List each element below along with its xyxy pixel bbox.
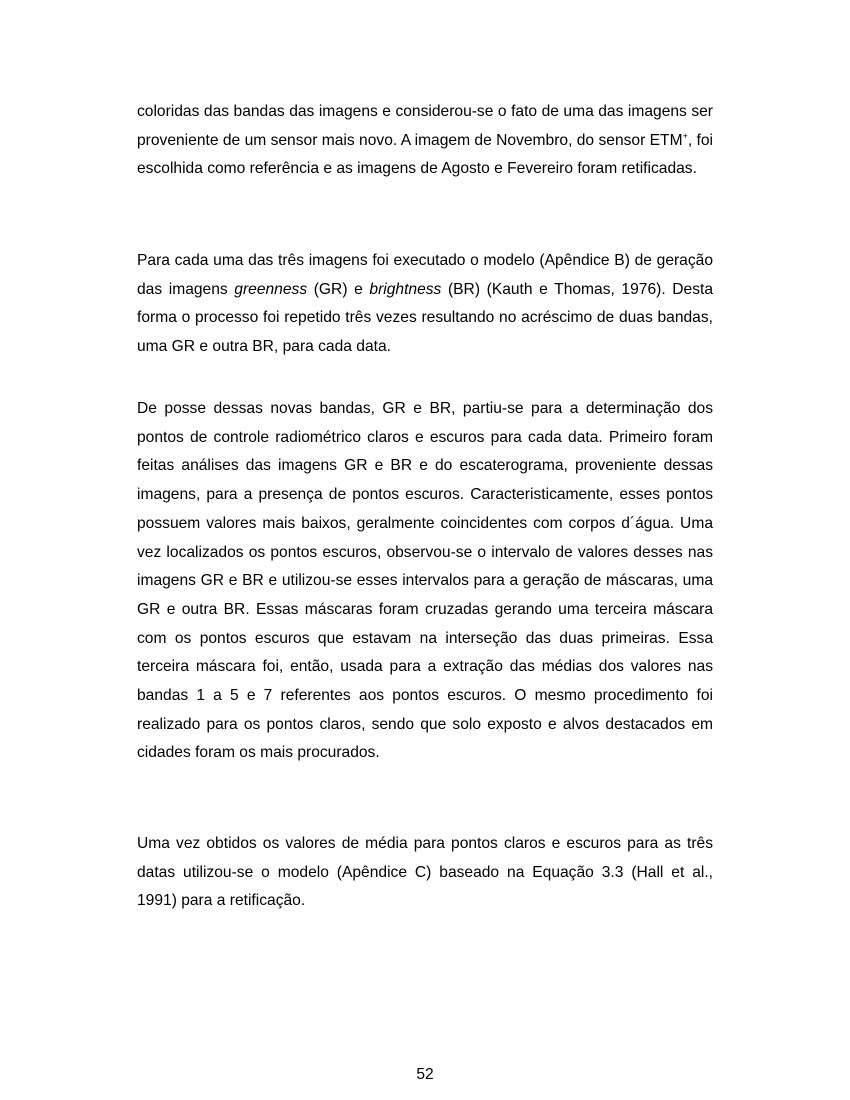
paragraph-1-text-a: coloridas das bandas das imagens e considerou-se o fato de uma das imagens ser proveniente de um sensor mais novo. A imagem de Novembro, do sensor ETM [137,103,713,149]
paragraph-1-text-b: , foi escolhida como referência e as imagens de Agosto e Fevereiro foram retificadas. [137,131,713,178]
paragraph-2 [137,247,713,362]
paragraph-1 [137,98,713,184]
paragraph-2-text-c: (BR) (Kauth e Thomas, 1976). Desta forma o processo foi repetido três vezes resultando no acréscimo de duas bandas, uma GR e outra BR, para cada data. [137,280,713,356]
brightness-term: brightness [369,280,442,298]
etm-plus-superscript: + [682,130,688,141]
greenness-term: greenness [234,280,308,298]
paragraph-3: De posse dessas novas bandas, GR e BR, partiu-se para a determinação dos pontos de controle radiométrico claros e escuros para cada data. Primeiro foram feitas análises das imagens GR e BR e do escaterograma, proveniente dessas imagens, para a presença de pontos escuros. Caracteristicamente, esses pontos possuem valores mais baixos, geralmente coincidentes com corpos d´água. Uma vez localizados os pontos escuros, observou-se o intervalo de valores desses nas imagens GR e BR e utilizou-se esses intervalos para a geração de máscaras, uma GR e outra BR. Essas máscaras foram cruzadas gerando uma terceira máscara com os pontos escuros que estavam na interseção das duas primeiras. Essa terceira máscara foi, então, usada para a extração das médias dos valores nas bandas 1 a 5 e 7 referentes aos pontos escuros. O mesmo procedimento foi realizado para os pontos claros, sendo que solo exposto e alvos destacados em cidades foram os mais procurados. [137,400,713,762]
paragraph-4: Uma vez obtidos os valores de média para pontos claros e escuros para as três datas utilizou-se o modelo (Apêndice C) baseado na Equação 3.3 (Hall et al., 1991) para a retificação. [137,835,713,910]
page-number: 52 [416,1066,434,1083]
paragraph-2-text-b: (GR) e [307,280,370,298]
paragraph-2-text-a: Para cada uma das três imagens foi executado o modelo (Apêndice B) de geração das imagens [137,252,713,298]
